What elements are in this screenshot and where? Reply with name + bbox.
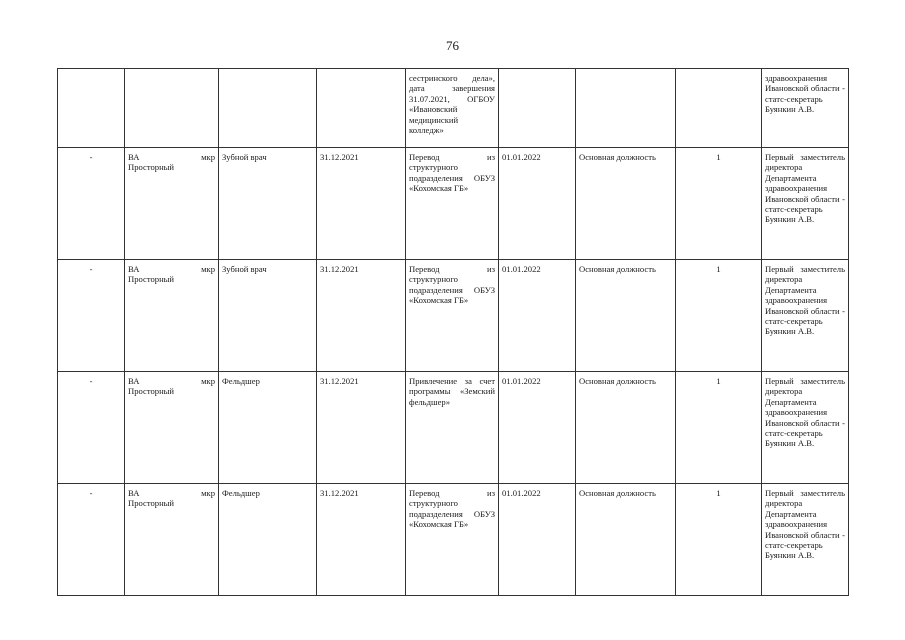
table-cell: [317, 69, 406, 148]
employment-type-cell: Основная должность: [576, 484, 676, 596]
date-cell: 31.12.2021: [317, 484, 406, 596]
table-row-continuation: [58, 69, 849, 148]
approver-cell: Первый заместитель директора Департамента здравоохранения Ивановской области - статс-секретарь Буянкин А.В.: [762, 148, 849, 260]
vacancy-table: [57, 68, 849, 596]
table-row: [58, 372, 849, 484]
address-abbrev: ВА: [128, 488, 140, 498]
address-abbrev: ВА: [128, 264, 140, 274]
address-name: Просторный: [128, 386, 175, 397]
employment-type-cell: Основная должность: [576, 260, 676, 372]
start-date-cell: 01.01.2022: [499, 484, 576, 596]
address-abbrev: ВА: [128, 152, 140, 162]
start-date-cell: 01.01.2022: [499, 148, 576, 260]
address-name: Просторный: [128, 162, 175, 173]
table-cell: [499, 69, 576, 148]
address-cell: [125, 148, 219, 260]
quantity-cell: 1: [676, 372, 762, 484]
address-cell: [125, 484, 219, 596]
reason-cell: сестринского дела», дата завершения 31.07.2021, ОГБОУ «Ивановский медицинский колледж»: [406, 69, 499, 148]
position-cell: Фельдшер: [219, 372, 317, 484]
position-cell: Фельдшер: [219, 484, 317, 596]
reason-cell: Перевод из структурного подразделения ОБУЗ «Кохомская ГБ»: [406, 260, 499, 372]
address-district: мкр: [201, 152, 215, 162]
position-cell: Зубной врач: [219, 148, 317, 260]
start-date-cell: 01.01.2022: [499, 372, 576, 484]
table-cell: [219, 69, 317, 148]
quantity-cell: 1: [676, 484, 762, 596]
approver-cell: Первый заместитель директора Департамента здравоохранения Ивановской области - статс-секретарь Буянкин А.В.: [762, 260, 849, 372]
table-row: [58, 148, 849, 260]
date-cell: 31.12.2021: [317, 260, 406, 372]
address-cell: [125, 372, 219, 484]
table-row: [58, 260, 849, 372]
dash-cell: -: [58, 148, 125, 260]
table-cell: [676, 69, 762, 148]
address-abbrev: ВА: [128, 376, 140, 386]
reason-cell: Привлечение за счет программы «Земский фельдшер»: [406, 372, 499, 484]
reason-cell: Перевод из структурного подразделения ОБУЗ «Кохомская ГБ»: [406, 484, 499, 596]
page-number: 76: [446, 38, 459, 53]
table-row: [58, 484, 849, 596]
approver-cell: здравоохранения Ивановской области - статс-секретарь Буянкин А.В.: [762, 69, 849, 148]
address-district: мкр: [201, 264, 215, 274]
dash-cell: -: [58, 372, 125, 484]
approver-cell: Первый заместитель директора Департамента здравоохранения Ивановской области - статс-секретарь Буянкин А.В.: [762, 484, 849, 596]
table-cell: [58, 69, 125, 148]
quantity-cell: 1: [676, 260, 762, 372]
table-cell: [125, 69, 219, 148]
address-cell: [125, 260, 219, 372]
address-district: мкр: [201, 488, 215, 498]
start-date-cell: 01.01.2022: [499, 260, 576, 372]
address-district: мкр: [201, 376, 215, 386]
dash-cell: -: [58, 484, 125, 596]
approver-cell: Первый заместитель директора Департамента здравоохранения Ивановской области - статс-секретарь Буянкин А.В.: [762, 372, 849, 484]
employment-type-cell: Основная должность: [576, 148, 676, 260]
address-name: Просторный: [128, 498, 175, 509]
date-cell: 31.12.2021: [317, 148, 406, 260]
date-cell: 31.12.2021: [317, 372, 406, 484]
position-cell: Зубной врач: [219, 260, 317, 372]
table-cell: [576, 69, 676, 148]
employment-type-cell: Основная должность: [576, 372, 676, 484]
reason-cell: Перевод из структурного подразделения ОБУЗ «Кохомская ГБ»: [406, 148, 499, 260]
address-name: Просторный: [128, 274, 175, 285]
dash-cell: -: [58, 260, 125, 372]
quantity-cell: 1: [676, 148, 762, 260]
